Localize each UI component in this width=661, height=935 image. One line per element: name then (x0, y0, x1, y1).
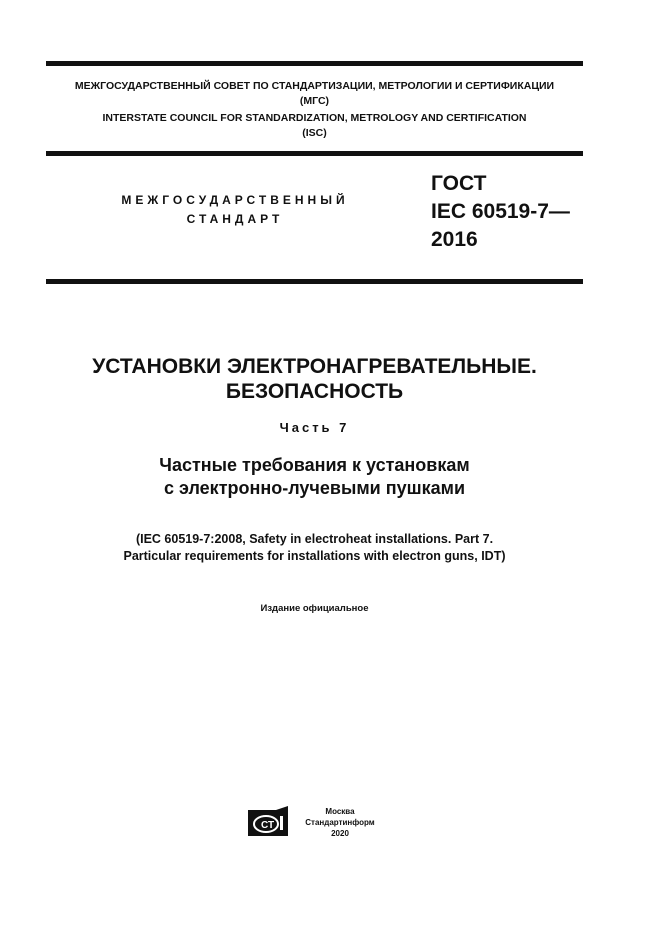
svg-text:СТ: СТ (261, 820, 275, 831)
subtitle-line1: Частные требования к установкам (159, 455, 470, 475)
publisher-city: Москва (325, 807, 355, 816)
part-label: Часть 7 (279, 420, 350, 435)
standard-code-line1: ГОСТ (431, 172, 487, 195)
title-line2: БЕЗОПАСНОСТЬ (225, 380, 404, 403)
publisher-logo-icon (246, 806, 290, 838)
publisher-name: Стандартинформ (305, 818, 375, 827)
iec-reference-line2: Particular requirements for installations with electron guns, IDT) (123, 549, 506, 563)
top-rule (46, 61, 583, 66)
subtitle-line2: с электронно-лучевыми пушками (163, 478, 466, 498)
publisher-year: 2020 (331, 829, 349, 838)
standard-code-line2: IEC 60519-7— (431, 200, 570, 223)
standard-type-line1: МЕЖГОСУДАРСТВЕННЫЙ (121, 193, 349, 207)
council-en-abbr: (ISC) (302, 127, 327, 139)
standard-type-line2: СТАНДАРТ (186, 212, 284, 226)
council-en: INTERSTATE COUNCIL FOR STANDARDIZATION, METROLOGY AND CERTIFICATION (102, 112, 527, 124)
title-line1: УСТАНОВКИ ЭЛЕКТРОНАГРЕВАТЕЛЬНЫЕ. (92, 355, 537, 378)
publisher-info (295, 806, 385, 839)
iec-reference-line1: (IEC 60519-7:2008, Safety in electroheat installations. Part 7. (135, 532, 494, 546)
council-ru: МЕЖГОСУДАРСТВЕННЫЙ СОВЕТ ПО СТАНДАРТИЗАЦИИ, МЕТРОЛОГИИ И СЕРТИФИКАЦИИ (74, 80, 555, 92)
edition-label: Издание официальное (260, 603, 369, 614)
council-ru-abbr: (МГС) (299, 95, 330, 107)
bottom-rule (46, 279, 583, 284)
standard-code-line3: 2016 (431, 228, 478, 251)
middle-rule (46, 151, 583, 156)
